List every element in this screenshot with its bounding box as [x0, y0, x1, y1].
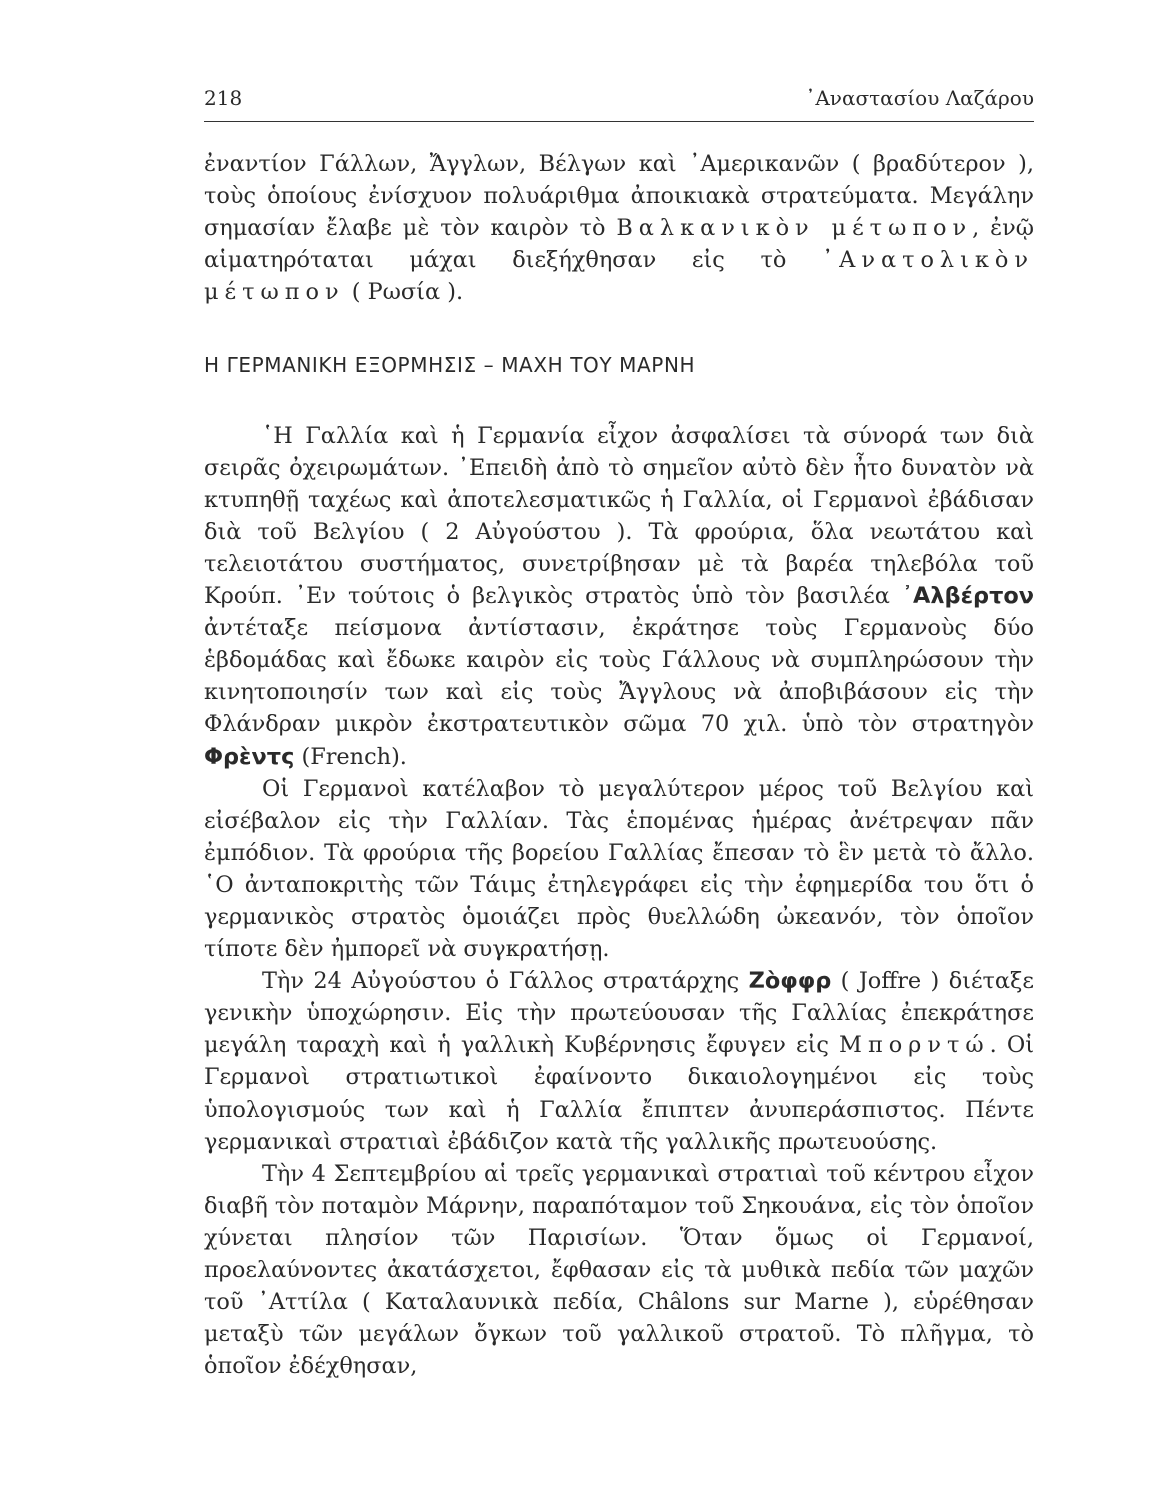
para1-text-1: ῾Η Γαλλία καὶ ἡ Γερμανία εἶχον ἀσφαλίσει τὰ σύνορά των διὰ σειρᾶς ὀχειρωμάτων. ᾿Επειδὴ ἀπὸ τὸ σημεῖον αὐτὸ δὲν ἦτο δυνατὸν νὰ κτυπηθῇ ταχέως καὶ ἀποτελεσματικῶς ἡ Γαλλία, οἱ Γερμανοὶ ἐβάδισαν διὰ τοῦ Βελγίου ( 2 Αὐγούστου ). Τὰ φρούρια, ὅλα νεωτάτου καὶ τελειοτάτου συστήματος, συνετρίβησαν μὲ τὰ βαρέα τηλεβόλα τοῦ Κρούπ. ᾿Εν τούτοις ὁ βελγικὸς στρατὸς ὑπὸ τὸν βασιλέα — [204, 422, 1034, 610]
balkan-front-spaced: Βαλκανικὸν μέτωπον — [616, 215, 973, 242]
running-title: ᾿Αναστασίου Λαζάρου — [805, 86, 1034, 110]
intro-text-3: ( Ρωσία ). — [344, 279, 464, 306]
running-head — [204, 86, 1034, 118]
eastern-front-spaced: ᾿Ανατολικὸν μέτωπον — [204, 247, 1034, 306]
bordeaux-spaced: Μπορντώ — [839, 1032, 990, 1059]
name-french: Φρὲντς — [204, 743, 295, 770]
intro-text-1: ἐναντίον Γάλλων, Ἄγγλων, Βέλγων καὶ ᾿Αμερικανῶν ( βραδύτερον ), τοὺς ὁποίους ἐνίσχυον πολυάριθμα ἀποικιακὰ στρατεύματα. Μεγάλην σημασίαν ἔλαβε μὲ τὸν καιρὸν τὸ — [204, 151, 1034, 242]
intro-text-2: , ἐνῷ αἱματηρόταται μάχαι διεξήχθησαν εἰς τὸ — [204, 215, 1035, 274]
paragraph-1 — [204, 420, 1034, 773]
paragraph-2: Οἱ Γερμανοὶ κατέλαβον τὸ μεγαλύτερον μέρος τοῦ Βελγίου καὶ εἰσέβαλον εἰς τὴν Γαλλίαν. Τὰς ἑπομένας ἡμέρας ἀνέτρεψαν πᾶν ἐμπόδιον. Τὰ φρούρια τῆς βορείου Γαλλίας ἔπεσαν τὸ ἓν μετὰ τὸ ἄλλο. ῾Ο ἀνταποκριτὴς τῶν Τάιμς ἐτηλεγράφει εἰς τὴν ἐφημερίδα του ὅτι ὁ γερμανικὸς στρατὸς ὁμοιάζει πρὸς θυελλώδη ὠκεανόν, τὸν ὁποῖον τίποτε δὲν ἠμπορεῖ νὰ συγκρατήσῃ. — [204, 775, 1034, 963]
paragraph-4: Τὴν 4 Σεπτεμβρίου αἱ τρεῖς γερμανικαὶ στρατιαὶ τοῦ κέντρου εἶχον διαβῆ τὸν ποταμὸν Μάρνην, παραπόταμον τοῦ Σηκουάνα, εἰς τὸν ὁποῖον χύνεται πλησίον τῶν Παρισίων. Ὅταν ὅμως οἱ Γερμανοί, προελαύνοντες ἀκατάσχετοι, ἔφθασαν εἰς τὰ μυθικὰ πεδία τῶν μαχῶν τοῦ ᾿Αττίλα ( Καταλαυνικὰ πεδία, Châlons sur Marne ), εὑρέθησαν μεταξὺ τῶν μεγάλων ὄγκων τοῦ γαλλικοῦ στρατοῦ. Τὸ πλῆγμα, τὸ ὁποῖον ἐδέχθησαν, — [204, 1160, 1034, 1380]
para3-text-3: . Οἱ Γερμανοὶ στρατιωτικοὶ ἐφαίνοντο δικαιολογημένοι εἰς τοὺς ὑπολογισμούς των καὶ ἡ Γαλλία ἔπιπτεν ἀνυπεράσπιστος. Πέντε γερμανικαὶ στρατιαὶ ἐβάδιζον κατὰ τῆς γαλλικῆς πρωτευούσης. — [204, 1032, 1034, 1155]
section-heading: Η ΓΕΡΜΑΝΙΚΗ ΕΞΟΡΜΗΣΙΣ – ΜΑΧΗ ΤΟΥ ΜΑΡΝΗ — [204, 353, 696, 378]
intro-paragraph — [204, 148, 1034, 308]
para3-text-2: ( Joffre ) διέταξε γενικὴν ὑποχώρησιν. Εἰς τὴν πρωτεύουσαν τῆς Γαλλίας ἐπεκράτησε μεγάλη ταραχὴ καὶ ἡ γαλλικὴ Κυβέρνησις ἔφυγεν εἰς — [204, 968, 1034, 1059]
page-number: 218 — [204, 86, 243, 110]
paragraph-3 — [204, 965, 1034, 1158]
para1-text-2: ἀντέταξε πείσμονα ἀντίστασιν, ἐκράτησε τοὺς Γερμανοὺς δύο ἑβδομάδας καὶ ἔδωκε καιρὸν εἰς τοὺς Γάλλους νὰ συμπληρώσουν τὴν κινητοποιησίν των καὶ εἰς τοὺς Ἄγγλους νὰ ἀποβιβάσουν εἰς τὴν Φλάνδραν μικρὸν ἐκστρατευτικὸν σῶμα 70 χιλ. ὑπὸ τὸν στρατηγὸν — [204, 615, 1034, 738]
name-albert: ᾿Αλβέρτον — [901, 583, 1034, 610]
para1-text-3: (French). — [294, 743, 407, 770]
header-rule — [204, 121, 1034, 122]
body-text — [204, 148, 1034, 1382]
name-joffre: Ζὸφφρ — [748, 968, 832, 995]
para3-text-1: Τὴν 24 Αὐγούστου ὁ Γάλλος στρατάρχης — [262, 968, 749, 995]
